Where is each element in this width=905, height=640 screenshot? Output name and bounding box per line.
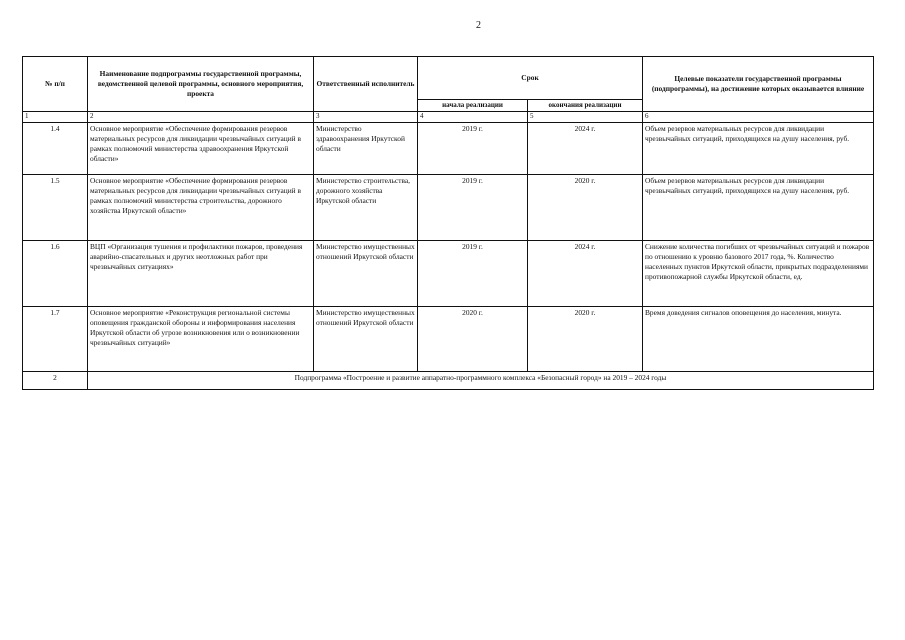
table-row (23, 307, 874, 372)
row-target: Снижение количества погибших от чрезвычайных ситуаций и пожаров по отношению к уровню базового 2017 года, %. Количество населенных пунктов Иркутской области, прикрытых подразделениями противопожарной службы Иркутской области, ед. (643, 241, 874, 307)
column-number: 1 (23, 112, 88, 123)
row-end: 2020 г. (528, 175, 643, 241)
header-term-end: окончания реализации (528, 100, 643, 112)
row-end: 2024 г. (528, 123, 643, 175)
row-start: 2019 г. (418, 241, 528, 307)
header-term-start: начала реализации (418, 100, 528, 112)
row-target: Объем резервов материальных ресурсов для ликвидации чрезвычайных ситуаций, приходящихся на душу населения, руб. (643, 123, 874, 175)
row-responsible: Министерство имущественных отношений Иркутской области (314, 241, 418, 307)
row-target: Объем резервов материальных ресурсов для ликвидации чрезвычайных ситуаций, приходящихся на душу населения, руб. (643, 175, 874, 241)
page-number: 2 (476, 20, 481, 31)
subprogram-num: 2 (23, 372, 88, 390)
row-num: 1.4 (23, 123, 88, 175)
row-start: 2020 г. (418, 307, 528, 372)
program-table (22, 56, 874, 390)
table-row (23, 175, 874, 241)
table-row (23, 241, 874, 307)
row-name: ВЦП «Организация тушения и профилактики пожаров, проведения аварийно-спасательных и других неотложных работ при чрезвычайных ситуациях» (88, 241, 314, 307)
row-end: 2024 г. (528, 241, 643, 307)
row-responsible: Министерство здравоохранения Иркутской области (314, 123, 418, 175)
row-num: 1.5 (23, 175, 88, 241)
header-row (23, 57, 874, 100)
subprogram-row (23, 372, 874, 390)
table-row (23, 123, 874, 175)
header-responsible: Ответственный исполнитель (314, 57, 418, 112)
row-end: 2020 г. (528, 307, 643, 372)
row-responsible: Министерство имущественных отношений Иркутской области (314, 307, 418, 372)
row-name: Основное мероприятие «Обеспечение формирования резервов материальных ресурсов для ликвидации чрезвычайных ситуаций в рамках полномочий министерства строительства, дорожного хозяйства Иркутской области» (88, 175, 314, 241)
row-num: 1.6 (23, 241, 88, 307)
row-num: 1.7 (23, 307, 88, 372)
header-name: Наименование подпрограммы государственной программы, ведомственной целевой программы, основного мероприятия, проекта (88, 57, 314, 112)
row-start: 2019 г. (418, 175, 528, 241)
column-number: 6 (643, 112, 874, 123)
column-number: 2 (88, 112, 314, 123)
row-start: 2019 г. (418, 123, 528, 175)
header-term: Срок (418, 57, 643, 100)
header-targets: Целевые показатели государственной программы (подпрограммы), на достижение которых оказывается влияние (643, 57, 874, 112)
row-name: Основное мероприятие «Реконструкция региональной системы оповещения гражданской обороны и информирования населения Иркутской области об угрозе возникновения или о возникновении чрезвычайных ситуаций» (88, 307, 314, 372)
header-num: № п/п (23, 57, 88, 112)
row-responsible: Министерство строительства, дорожного хозяйства Иркутской области (314, 175, 418, 241)
column-number: 4 (418, 112, 528, 123)
column-number: 3 (314, 112, 418, 123)
row-target: Время доведения сигналов оповещения до населения, минута. (643, 307, 874, 372)
column-number: 5 (528, 112, 643, 123)
column-number-row (23, 112, 874, 123)
subprogram-title: Подпрограмма «Построение и развитие аппаратно-программного комплекса «Безопасный город» на 2019 – 2024 годы (88, 372, 874, 390)
row-name: Основное мероприятие «Обеспечение формирования резервов материальных ресурсов для ликвидации чрезвычайных ситуаций в рамках полномочий министерства здравоохранения Иркутской области» (88, 123, 314, 175)
